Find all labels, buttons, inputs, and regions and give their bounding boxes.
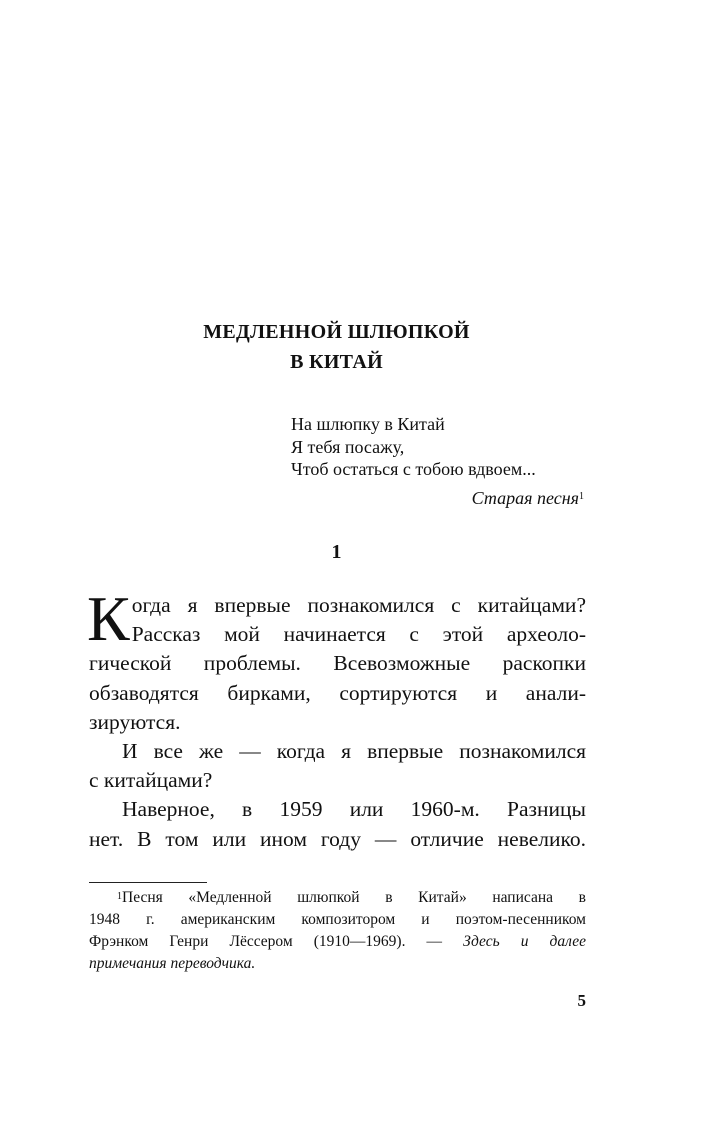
- chapter-title: [0, 317, 673, 377]
- footnote-italic-3: Здесь и далее: [463, 933, 587, 950]
- footnote-mark: 1: [117, 891, 122, 902]
- body-line-2: Рассказ мой начинается с этой археоло-: [131, 622, 586, 647]
- footnote-text-3: Фрэнком Генри Лёссером (1910—1969). —: [89, 933, 443, 950]
- body-line-3: гической проблемы. Всевозможные раскопки: [89, 651, 586, 676]
- chapter-title-line-1: МЕДЛЕННОЙ ШЛЮПКОЙ: [203, 321, 470, 343]
- footnote-line-1: [89, 887, 586, 909]
- body-line-7: с китайцами?: [89, 768, 213, 793]
- epigraph-line-1: На шлюпку в Китай: [291, 414, 445, 434]
- footnote-line-4: [89, 953, 586, 975]
- epigraph-source-text: Старая песня: [471, 487, 579, 508]
- body-text: [87, 583, 586, 854]
- footnote-text-1: Песня «Медленной шлюпкой в Китай» написана в: [122, 889, 586, 906]
- chapter-number: 1: [331, 541, 342, 563]
- body-line-9: нет. В том или ином году — отличие невелико.: [89, 826, 586, 851]
- body-line-4: обзаводятся бирками, сортируются и анали-: [89, 680, 586, 705]
- footnote-line-3: [89, 931, 586, 953]
- footnote-divider: [89, 882, 207, 883]
- footnote-italic-4: примечания переводчика.: [89, 955, 256, 972]
- body-line-5: зируются.: [89, 709, 181, 734]
- footnote: [89, 887, 586, 975]
- epigraph: [291, 413, 587, 509]
- chapter-title-line-2: В КИТАЙ: [290, 351, 383, 373]
- body-line-1: огда я впервые познакомился с китайцами?: [131, 593, 586, 617]
- epigraph-line-3: Чтоб остаться с тобою вдвоем...: [291, 459, 536, 479]
- body-line-6: И все же — когда я впервые познакомился: [122, 739, 586, 764]
- footnote-line-2: 1948 г. американским композитором и поэтом-песенником: [89, 911, 586, 928]
- drop-cap: К: [87, 583, 130, 654]
- epigraph-line-2: Я тебя посажу,: [291, 436, 405, 457]
- epigraph-footnote-mark: 1: [579, 490, 584, 502]
- page-number: 5: [577, 991, 586, 1010]
- epigraph-source: [291, 487, 587, 510]
- body-line-8: Наверное, в 1959 или 1960-м. Разницы: [122, 797, 586, 822]
